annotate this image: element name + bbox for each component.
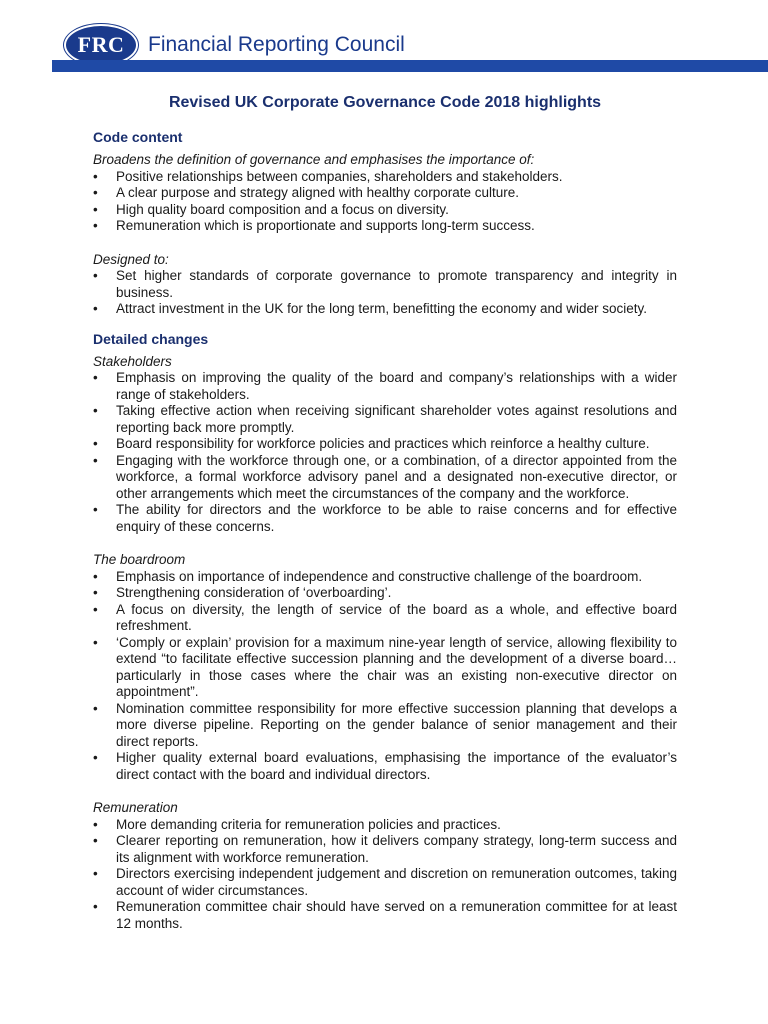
list-item: • Emphasis on importance of independence and constructive challenge of the boardroom. <box>93 568 643 584</box>
page-title: Revised UK Corporate Governance Code 2018 highlights <box>168 94 602 111</box>
subsection-remuneration: Remuneration <box>93 800 178 815</box>
header-bar <box>52 60 768 72</box>
document-body <box>93 92 677 932</box>
list-item: • The ability for directors and the workforce to be able to raise concerns and for effective enquiry of these concerns. <box>93 502 677 534</box>
designed-to-list <box>93 268 677 318</box>
list-item: • Attract investment in the UK for the long term, benefitting the economy and wider society. <box>93 301 648 316</box>
boardroom-list <box>93 569 677 784</box>
subsection-boardroom: The boardroom <box>93 552 186 567</box>
list-item: • More demanding criteria for remuneration policies and practices. <box>93 816 501 832</box>
list-item: • Emphasis on improving the quality of the board and company’s relationships with a wider range of stakeholders. <box>93 370 677 402</box>
section-heading-detailed-changes: Detailed changes <box>93 330 209 347</box>
list-item: • Taking effective action when receiving significant shareholder votes against resolutions and reporting back more promptly. <box>93 403 677 435</box>
list-item: • Set higher standards of corporate governance to promote transparency and integrity in business. <box>93 268 677 300</box>
list-item: • Clearer reporting on remuneration, how it delivers company strategy, long-term success and its alignment with workforce remuneration. <box>93 833 677 865</box>
page-header <box>0 0 768 76</box>
code-content-intro: Broadens the definition of governance and emphasises the importance of: <box>93 152 535 167</box>
subsection-stakeholders: Stakeholders <box>93 353 172 369</box>
list-item: • ‘Comply or explain’ provision for a maximum nine-year length of service, allowing flexibility to extend “to facilitate effective succession planning and the development of a diverse board… particularly in those cases where the chair was an existing non-executive director on appointment”. <box>93 634 677 699</box>
list-item: • A focus on diversity, the length of service of the board as a whole, and effective board refreshment. <box>93 601 677 633</box>
list-item: • Remuneration committee chair should have served on a remuneration committee for at least 12 months. <box>93 899 677 931</box>
stakeholders-list <box>93 370 677 535</box>
list-item: • Remuneration which is proportionate and supports long-term success. <box>93 218 535 233</box>
list-item: • Nomination committee responsibility for more effective succession planning that develops a more diverse pipeline. Reporting on the gender balance of senior management and their direct reports. <box>93 700 677 749</box>
remuneration-list <box>93 817 677 933</box>
list-item: • Engaging with the workforce through one, or a combination, of a director appointed from the workforce, a formal workforce advisory panel and a designated non-executive director, or other arrangements which meet the circumstances of the company and the workforce. <box>93 452 677 501</box>
list-item: • Positive relationships between companies, shareholders and stakeholders. <box>93 168 563 184</box>
code-content-list <box>93 169 677 235</box>
list-item: • Strengthening consideration of ‘overboarding’. <box>93 585 392 600</box>
frc-logo: FRC <box>66 26 136 64</box>
designed-to-label: Designed to: <box>93 251 169 267</box>
list-item: • High quality board composition and a focus on diversity. <box>93 201 449 217</box>
list-item: • Directors exercising independent judgement and discretion on remuneration outcomes, taking account of wider circumstances. <box>93 866 677 898</box>
list-item: • A clear purpose and strategy aligned with healthy corporate culture. <box>93 185 519 200</box>
section-heading-code-content: Code content <box>93 129 183 145</box>
list-item: • Board responsibility for workforce policies and practices which reinforce a healthy culture. <box>93 436 650 451</box>
list-item: • Higher quality external board evaluations, emphasising the importance of the evaluator’s direct contact with the board and individual directors. <box>93 750 677 782</box>
org-name: Financial Reporting Council <box>148 33 405 56</box>
